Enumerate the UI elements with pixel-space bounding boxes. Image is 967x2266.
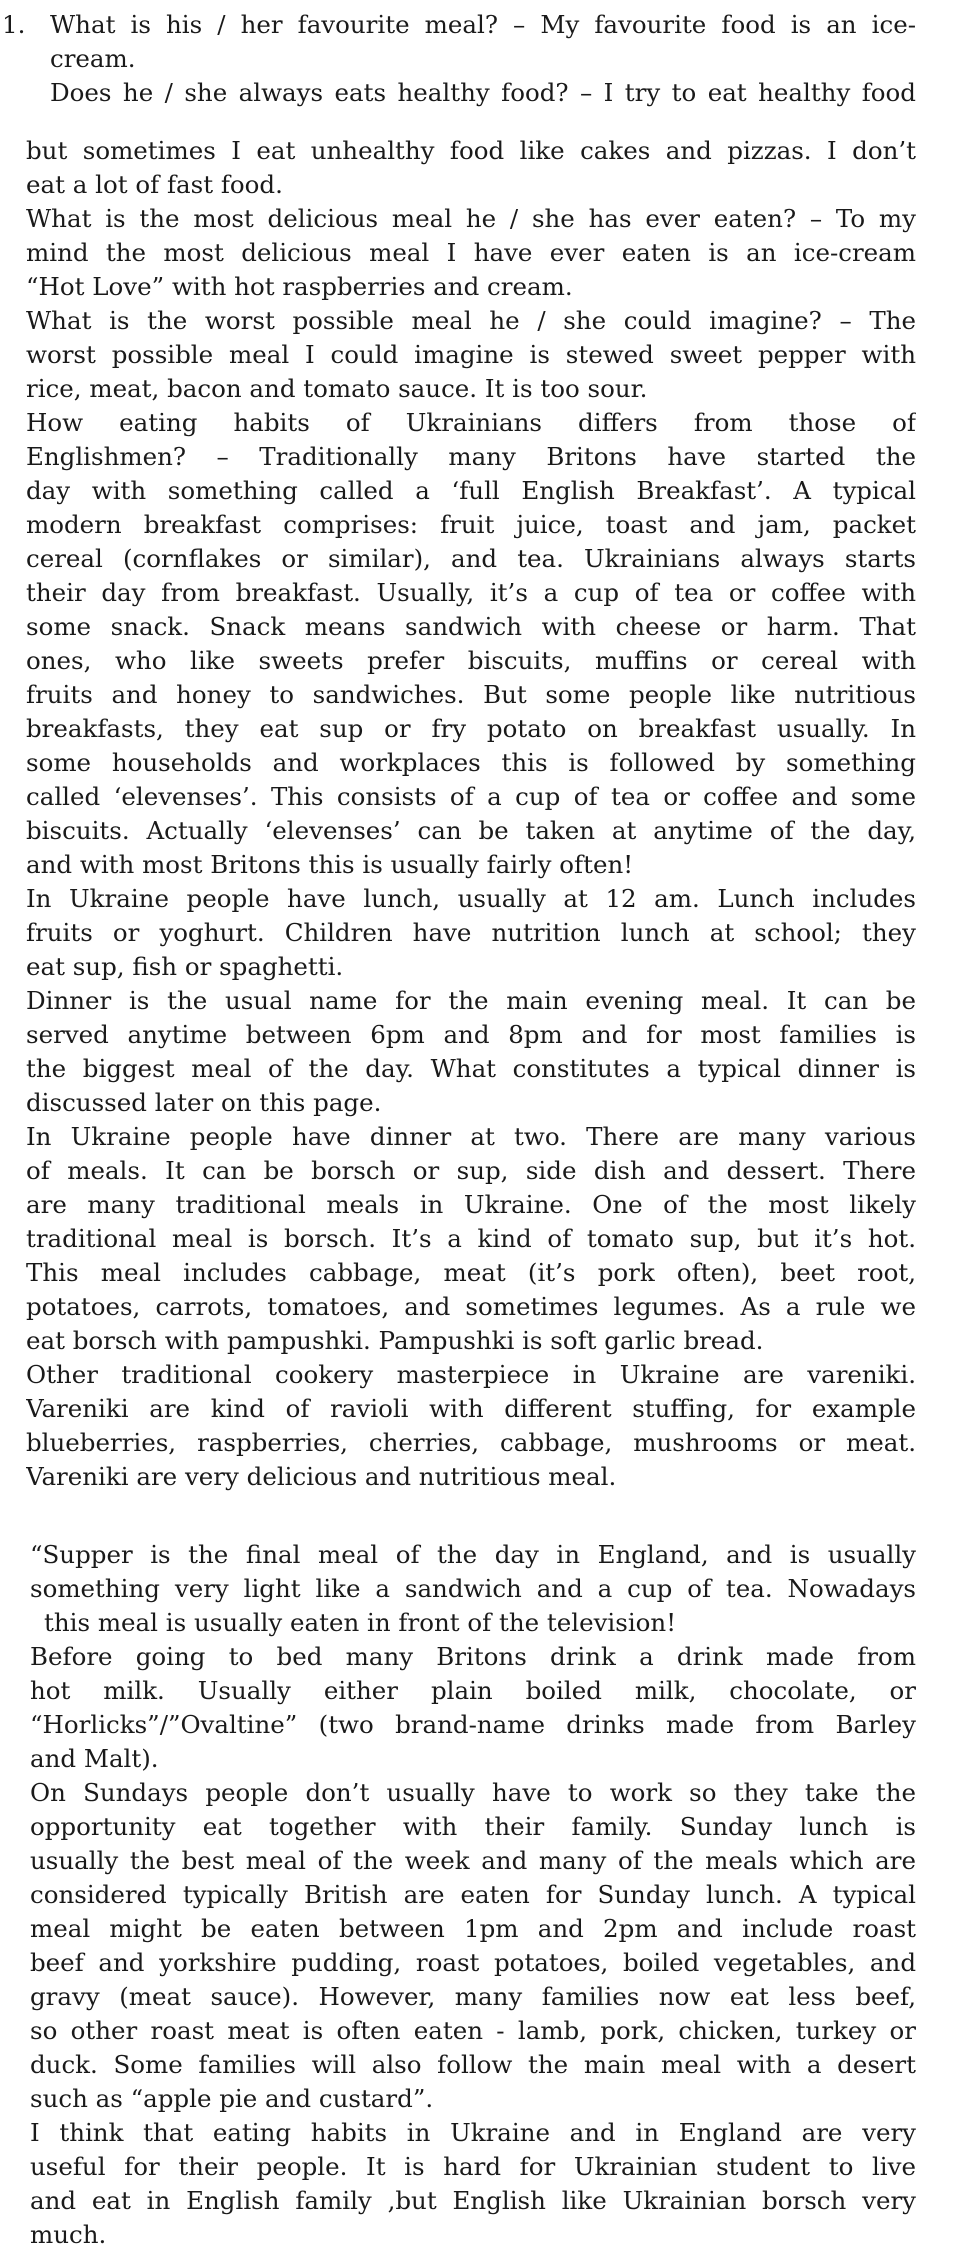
text-line: of meals. It can be borsch or sup, side dish and dessert. There bbox=[26, 1156, 916, 1185]
text-line: gravy (meat sauce). However, many families now eat less beef, bbox=[30, 1982, 916, 2011]
text-line: their day from breakfast. Usually, it’s a cup of tea or coffee with bbox=[26, 578, 916, 607]
text-line: Before going to bed many Britons drink a drink made from bbox=[30, 1642, 916, 1671]
text-line: day with something called a ‘full English Breakfast’. A typical bbox=[26, 476, 916, 505]
text-line: I think that eating habits in Ukraine and in England are very bbox=[30, 2118, 916, 2147]
text-line: This meal includes cabbage, meat (it’s pork often), beet root, bbox=[26, 1258, 916, 1287]
text-line: biscuits. Actually ‘elevenses’ can be taken at anytime of the day, bbox=[26, 816, 916, 845]
text-line: In Ukraine people have dinner at two. There are many various bbox=[26, 1122, 916, 1151]
text-line: something very light like a sandwich and a cup of tea. Nowadays bbox=[30, 1574, 916, 1603]
text-line: traditional meal is borsch. It’s a kind of tomato sup, but it’s hot. bbox=[26, 1224, 916, 1253]
text-line: “Hot Love” with hot raspberries and cream. bbox=[26, 272, 573, 301]
text-line: fruits and honey to sandwiches. But some people like nutritious bbox=[26, 680, 916, 709]
text-line: “Supper is the final meal of the day in England, and is usually bbox=[30, 1540, 916, 1569]
main-text-block bbox=[26, 134, 916, 1494]
item-number: 1. bbox=[2, 10, 26, 39]
text-line: and Malt). bbox=[30, 1744, 159, 1773]
text-line: called ‘elevenses’. This consists of a cup of tea or coffee and some bbox=[26, 782, 916, 811]
text-line: mind the most delicious meal I have ever eaten is an ice-cream bbox=[26, 238, 916, 267]
second-text-block bbox=[30, 1538, 916, 2252]
text-line: modern breakfast comprises: fruit juice, toast and jam, packet bbox=[26, 510, 916, 539]
text-line: such as “apple pie and custard”. bbox=[30, 2084, 434, 2113]
intro-block bbox=[50, 8, 916, 110]
text-line: Vareniki are very delicious and nutritious meal. bbox=[26, 1462, 617, 1491]
text-line: opportunity eat together with their family. Sunday lunch is bbox=[30, 1812, 916, 1841]
text-line: considered typically British are eaten for Sunday lunch. A typical bbox=[30, 1880, 916, 1909]
text-line: cereal (cornflakes or similar), and tea. Ukrainians always starts bbox=[26, 544, 916, 573]
text-line: so other roast meat is often eaten - lamb, pork, chicken, turkey or bbox=[30, 2016, 916, 2045]
text-line: “Horlicks”/”Ovaltine” (two brand-name drinks made from Barley bbox=[30, 1710, 916, 1739]
text-line: meal might be eaten between 1pm and 2pm and include roast bbox=[30, 1914, 916, 1943]
text-line: What is the worst possible meal he / she could imagine? – The bbox=[26, 306, 916, 335]
text-line: hot milk. Usually either plain boiled milk, chocolate, or bbox=[30, 1676, 916, 1705]
text-line: breakfasts, they eat sup or fry potato on breakfast usually. In bbox=[26, 714, 916, 743]
text-line: and eat in English family ,but English like Ukrainian borsch very bbox=[30, 2186, 916, 2215]
text-line: Englishmen? – Traditionally many Britons have started the bbox=[26, 442, 916, 471]
text-line: Does he / she always eats healthy food? – I try to eat healthy food bbox=[50, 78, 916, 107]
text-line: the biggest meal of the day. What constitutes a typical dinner is bbox=[26, 1054, 916, 1083]
text-line: cream. bbox=[50, 44, 136, 73]
text-line: but sometimes I eat unhealthy food like cakes and pizzas. I don’t bbox=[26, 136, 916, 165]
text-line: are many traditional meals in Ukraine. One of the most likely bbox=[26, 1190, 916, 1219]
text-line: fruits or yoghurt. Children have nutrition lunch at school; they bbox=[26, 918, 916, 947]
text-line: rice, meat, bacon and tomato sauce. It is too sour. bbox=[26, 374, 648, 403]
text-line: much. bbox=[30, 2220, 107, 2249]
text-line: potatoes, carrots, tomatoes, and sometimes legumes. As a rule we bbox=[26, 1292, 916, 1321]
text-line: On Sundays people don’t usually have to work so they take the bbox=[30, 1778, 916, 1807]
text-line: blueberries, raspberries, cherries, cabbage, mushrooms or meat. bbox=[26, 1428, 916, 1457]
text-line: served anytime between 6pm and 8pm and for most families is bbox=[26, 1020, 916, 1049]
text-line: How eating habits of Ukrainians differs from those of bbox=[26, 408, 916, 437]
text-line: In Ukraine people have lunch, usually at 12 am. Lunch includes bbox=[26, 884, 916, 913]
text-line: usually the best meal of the week and many of the meals which are bbox=[30, 1846, 916, 1875]
text-line: discussed later on this page. bbox=[26, 1088, 382, 1117]
text-line: eat sup, fish or spaghetti. bbox=[26, 952, 344, 981]
text-line: Dinner is the usual name for the main evening meal. It can be bbox=[26, 986, 916, 1015]
text-line: this meal is usually eaten in front of the television! bbox=[44, 1608, 677, 1637]
text-line: duck. Some families will also follow the main meal with a desert bbox=[30, 2050, 916, 2079]
text-line: ones, who like sweets prefer biscuits, muffins or cereal with bbox=[26, 646, 916, 675]
text-line: worst possible meal I could imagine is stewed sweet pepper with bbox=[26, 340, 916, 369]
text-line: some snack. Snack means sandwich with cheese or harm. That bbox=[26, 612, 916, 641]
text-line: What is the most delicious meal he / she has ever eaten? – To my bbox=[26, 204, 916, 233]
text-line: What is his / her favourite meal? – My favourite food is an ice- bbox=[50, 10, 916, 39]
text-line: eat a lot of fast food. bbox=[26, 170, 283, 199]
text-line: useful for their people. It is hard for Ukrainian student to live bbox=[30, 2152, 916, 2181]
text-line: eat borsch with pampushki. Pampushki is soft garlic bread. bbox=[26, 1326, 764, 1355]
text-line: and with most Britons this is usually fairly often! bbox=[26, 850, 634, 879]
text-line: Other traditional cookery masterpiece in Ukraine are vareniki. bbox=[26, 1360, 916, 1389]
text-line: beef and yorkshire pudding, roast potatoes, boiled vegetables, and bbox=[30, 1948, 916, 1977]
text-line: Vareniki are kind of ravioli with different stuffing, for example bbox=[26, 1394, 916, 1423]
text-line: some households and workplaces this is followed by something bbox=[26, 748, 916, 777]
